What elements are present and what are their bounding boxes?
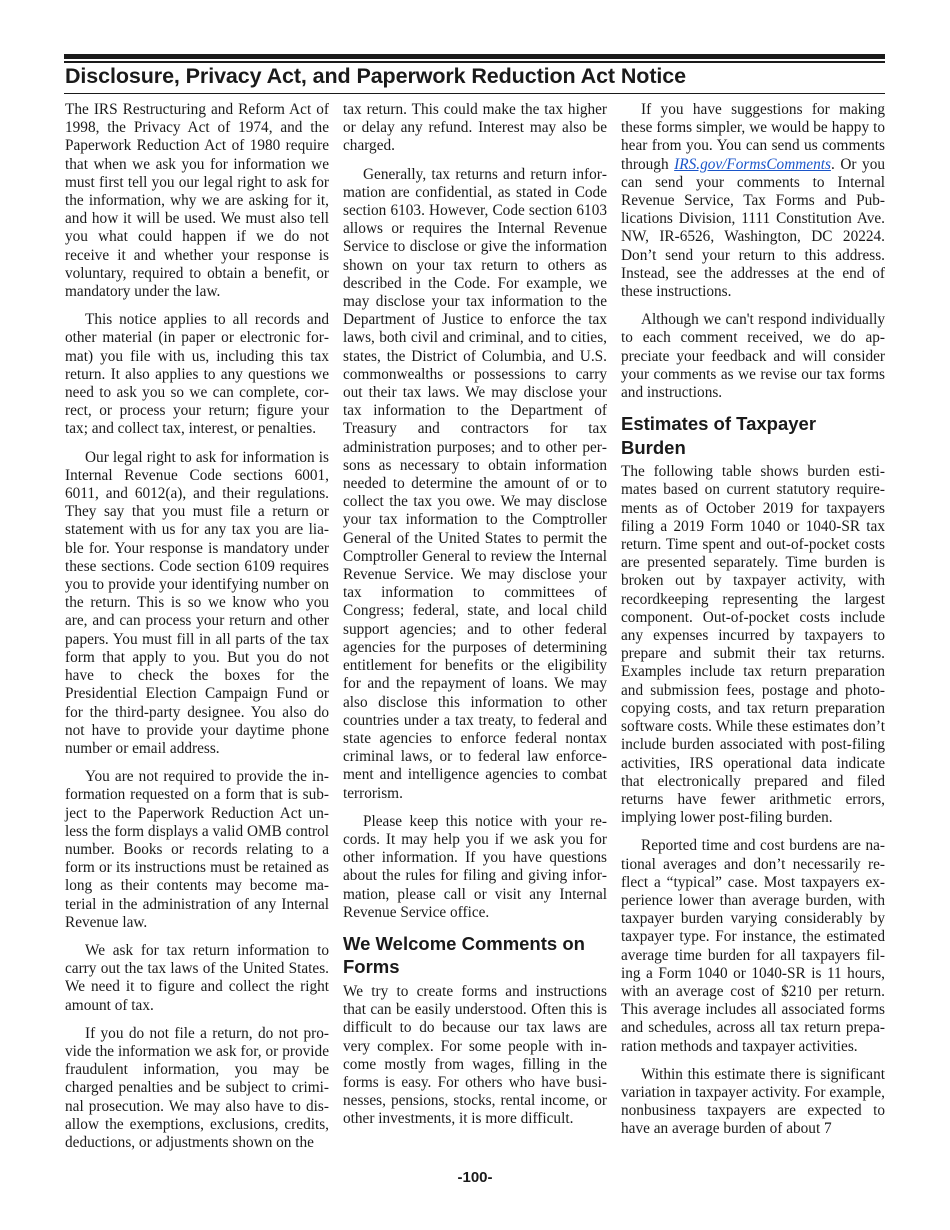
paragraph xyxy=(621,101,885,301)
section-heading-comments: We Welcome Comments on Forms xyxy=(343,932,585,978)
paragraph: We try to create forms and instructions that can be easily understood. Often this is difficult to do because our tax laws are very complex. For some people with income mostly from wages, filling in the forms is easy. For others who have businesses, pensions, stocks, rental income, or other investments, it is more difficult. xyxy=(343,982,607,1128)
section-heading-burden: Estimates of Taxpayer Burden xyxy=(621,413,817,458)
paragraph: Within this estimate there is significant variation in taxpayer activity. For example, nonbusiness taxpayers are expected to have an average burden of about 7 xyxy=(621,1065,885,1138)
paragraph: You are not required to provide the information requested on a form that is subject to the Paperwork Reduction Act unless the form displays a valid OMB control number. Books or records relating to a form or its instructions must be retained as long as their contents may become material in the administration of any Internal Revenue law. xyxy=(65,768,329,931)
paragraph: The IRS Restructuring and Reform Act of 1998, the Privacy Act of 1974, and the Paperwork Reduction Act of 1980 require that when we ask you for information we must first tell you our legal right to ask for the information, why we are asking for it, and how it will be used. We must also tell you what could happen if we do not receive it and whether your response is voluntary, required to obtain a benefit, or mandatory under the law. xyxy=(65,101,329,301)
paragraph: Reported time and cost burdens are national averages and don’t necessarily reflect a “typical” case. Most taxpayers experience lower than average burden, with taxpayer burden varying considerably by taxpayer type. For instance, the estimated average time burden for all taxpayers filing a Form 1040 or 1040-SR is 11 hours, with an average cost of $210 per return. This average includes all associated forms and schedules, across all tax return preparation methods and taxpayer activities. xyxy=(621,837,885,1055)
paragraph-text: . Or you can send your comments to Internal Revenue Service, Tax Forms and Publications Division, 1111 Constitution Ave. NW, IR-6526, Washington, DC 20224. Don’t send your return to this address. Instead, see the addresses at the end of these instructions. xyxy=(621,155,885,301)
column-middle xyxy=(343,101,607,1139)
paragraph: Although we can't respond individually to each comment received, we do appreciate your feedback and will consider your comments as we revise our tax forms and instructions. xyxy=(621,311,885,402)
title-underline xyxy=(64,93,885,94)
page-title: Disclosure, Privacy Act, and Paperwork Reduction Act Notice xyxy=(65,64,686,88)
top-thin-rule xyxy=(64,61,885,63)
column-right xyxy=(621,101,885,1149)
forms-comments-link[interactable]: IRS.gov/FormsComments xyxy=(674,155,831,173)
paragraph: If you do not file a return, do not provide the information we ask for, or provide fraudulent information, you may be charged penalties and be subject to criminal prosecution. We may also have to disallow the exemptions, exclusions, credits, deductions, or adjustments shown on the xyxy=(65,1024,329,1151)
paragraph: This notice applies to all records and other material (in paper or electronic format) you file with us, including this tax return. It also applies to any questions we need to ask you so we can complete, correct, or process your return; figure your tax; and collect tax, interest, or penalties. xyxy=(65,311,329,438)
paragraph: Please keep this notice with your records. It may help you if we ask you for other information. If you have questions about the rules for filing and giving information, please call or visit any Internal Revenue Service office. xyxy=(343,812,607,921)
paragraph: Generally, tax returns and return information are confidential, as stated in Code section 6103. However, Code section 6103 allows or requires the Internal Revenue Service to disclose or give the information shown on your tax return to others as described in the Code. For example, we may disclose your tax information to the Department of Justice to enforce the tax laws, both civil and criminal, and to cities, states, the District of Columbia, and U.S. commonwealths or possessions to carry out their tax laws. We may disclose your tax information to the Department of Treasury and contractors for tax administration purposes; and to other persons as necessary to obtain information needed to determine the amount of or to collect the tax you owe. We may disclose your tax information to the Comptroller General of the United States to permit the Comptroller General to review the Internal Revenue Service. We may disclose your tax information to committees of Congress; federal, state, and local child support agencies; and to other federal agencies for the purposes of determining entitlement for benefits or the eligibility for and the repayment of loans. We may also disclose this information to other countries under a tax treaty, to federal and state agencies to enforce federal nontax criminal laws, or to federal law enforcement and intelligence agencies to combat terrorism. xyxy=(343,165,607,802)
paragraph: The following table shows burden estimates based on current statutory requirements as of October 2019 for taxpayers filing a 2019 Form 1040 or 1040-SR tax return. Time spent and out-of-pocket costs are presented separately. Time burden is broken out by taxpayer activity, with recordkeeping representing the largest component. Out-of-pocket costs include any expenses incurred by taxpayers to prepare and submit their tax returns. Examples include tax return preparation and submission fees, postage and photocopying costs, and tax return preparation software costs. While these estimates don’t include burden associated with post-filing activities, IRS operational data indicate that electronically prepared and filed returns have fewer arithmetic errors, implying lower post-filing burden. xyxy=(621,463,885,827)
top-thick-rule xyxy=(64,54,885,59)
paragraph: Our legal right to ask for information is Internal Revenue Code sections 6001, 6011, and 6012(a), and their regulations. They say that you must file a return or statement with us for any tax you are liable for. Your response is mandatory under these sections. Code section 6109 requires you to provide your identifying number on the return. This is so we know who you are, and can process your return and other papers. You must fill in all parts of the tax form that apply to you. But you do not have to check the boxes for the Presidential Election Campaign Fund or for the third-party designee. You also do not have to provide your daytime phone number or email address. xyxy=(65,448,329,757)
column-left xyxy=(65,101,329,1162)
paragraph-text: If you have suggestions for making these forms simpler, we would be happy to hear from you. You can send us comments through xyxy=(621,101,885,173)
paragraph: tax return. This could make the tax higher or delay any refund. Interest may also be charged. xyxy=(343,101,607,155)
paragraph: We ask for tax return information to carry out the tax laws of the United States. We need it to figure and collect the right amount of tax. xyxy=(65,941,329,1014)
page-number: -100- xyxy=(457,1169,493,1186)
